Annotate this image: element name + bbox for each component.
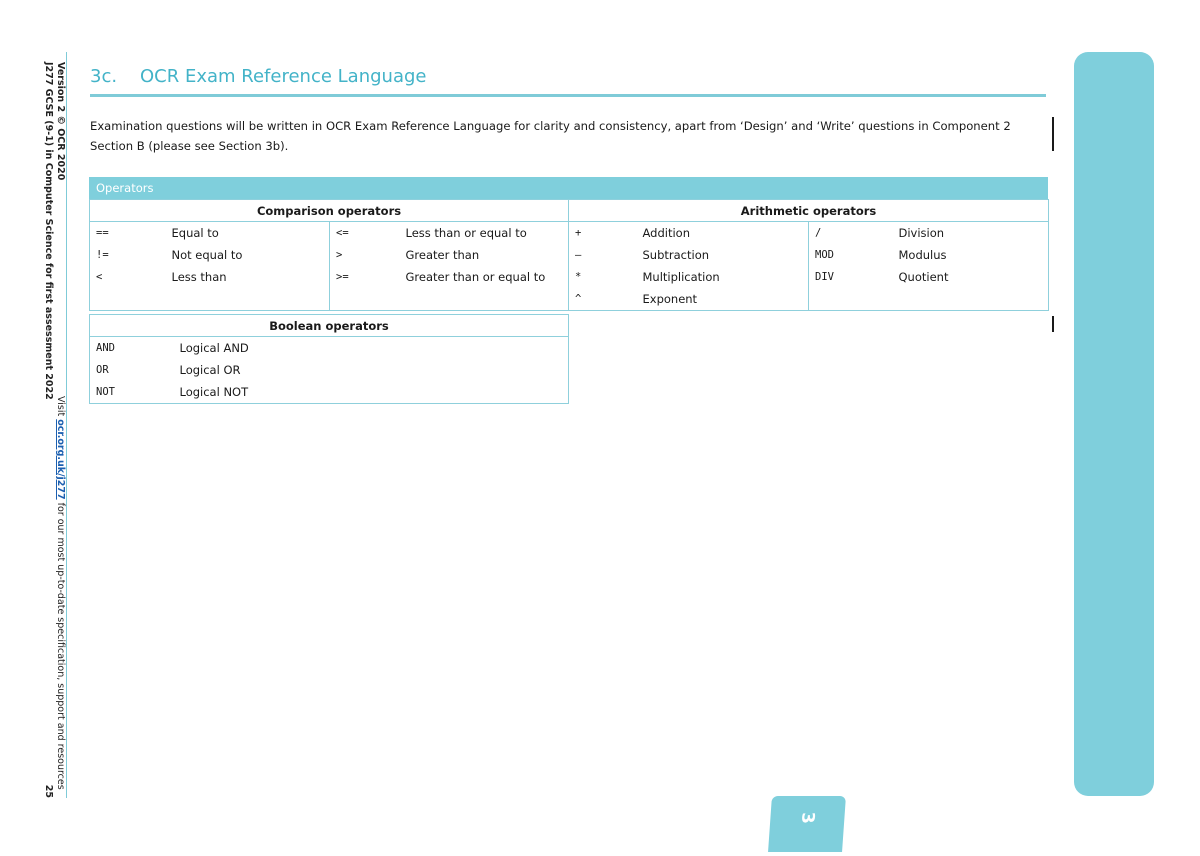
description-cell: Less than or equal to [405, 226, 527, 240]
description-cell: Division [898, 226, 945, 240]
arithmetic-title: Arithmetic operators [569, 200, 1049, 222]
operator-cell: MOD [815, 249, 834, 261]
table-row [90, 381, 569, 404]
side-divider [66, 52, 67, 798]
operator-cell: NOT [96, 386, 115, 398]
table-row [90, 222, 569, 245]
table-row [90, 266, 569, 288]
visit-suffix: for our most up-to-date specification, support and resources [55, 499, 66, 790]
table-row [569, 222, 1049, 245]
operator-cell: OR [96, 364, 109, 376]
version-line: Version 2 © OCR 2020 [55, 62, 66, 181]
page-number: 25 [43, 784, 54, 798]
side-footer [20, 62, 68, 798]
arithmetic-table [568, 199, 1049, 311]
boolean-table [89, 314, 569, 404]
table-row [90, 359, 569, 381]
operator-cell: / [815, 227, 822, 239]
description-cell: Equal to [166, 222, 330, 245]
section-tab-number: 3 [796, 811, 818, 825]
description-cell: Subtraction [637, 244, 809, 266]
table-row [90, 244, 569, 266]
visit-line [55, 396, 66, 790]
section-tab [768, 796, 846, 852]
description-cell: Logical OR [179, 363, 241, 377]
operator-cell: != [96, 249, 109, 261]
visit-prefix: Visit [55, 396, 66, 420]
description-cell: Modulus [898, 248, 947, 262]
operators-header: Operators [89, 177, 1048, 199]
table-row [90, 337, 569, 360]
description-cell: Multiplication [637, 266, 809, 288]
intro-paragraph: Examination questions will be written in OCR Exam Reference Language for clarity and consistency, apart from ‘Design’ and ‘Write’ questions in Component 2 Section B (please see Section 3b). [90, 119, 1011, 153]
description-cell: Logical NOT [179, 385, 249, 399]
operator-cell: DIV [815, 271, 834, 283]
operator-cell: + [575, 227, 582, 239]
table-row [569, 244, 1049, 266]
operator-cell: ^ [575, 293, 582, 305]
comparison-title: Comparison operators [90, 200, 569, 222]
description-cell: Exponent [637, 288, 809, 311]
table-row [569, 266, 1049, 288]
comparison-table [89, 199, 569, 311]
operator-cell: – [575, 249, 582, 261]
operator-cell: <= [336, 227, 349, 239]
operator-cell: > [336, 249, 343, 261]
description-cell [893, 288, 1049, 311]
ocr-link[interactable]: ocr.org.uk/j277 [55, 419, 66, 500]
operator-cell: == [96, 227, 109, 239]
section-heading [90, 66, 1046, 87]
change-bar [1052, 117, 1054, 151]
description-cell: Addition [637, 222, 809, 245]
operator-cell: * [575, 271, 582, 283]
description-cell: Quotient [898, 270, 949, 284]
title-rule [90, 94, 1046, 97]
description-cell: Greater than [405, 248, 480, 262]
table-row [569, 288, 1049, 311]
section-title: OCR Exam Reference Language [140, 66, 427, 87]
description-cell: Logical AND [179, 341, 249, 355]
description-cell: Greater than or equal to [405, 270, 546, 284]
section-number: 3c. [90, 66, 118, 87]
change-bar [1052, 316, 1054, 332]
spec-line: J277 GCSE (9-1) in Computer Science for first assessment 2022 [43, 62, 54, 400]
operator-cell [809, 288, 893, 311]
operator-cell: AND [96, 342, 115, 354]
side-tab [1074, 52, 1154, 796]
boolean-title: Boolean operators [90, 315, 569, 337]
operator-cell: < [96, 271, 103, 283]
description-cell: Not equal to [166, 244, 330, 266]
operator-cell: >= [336, 271, 349, 283]
description-cell: Less than [166, 266, 330, 288]
